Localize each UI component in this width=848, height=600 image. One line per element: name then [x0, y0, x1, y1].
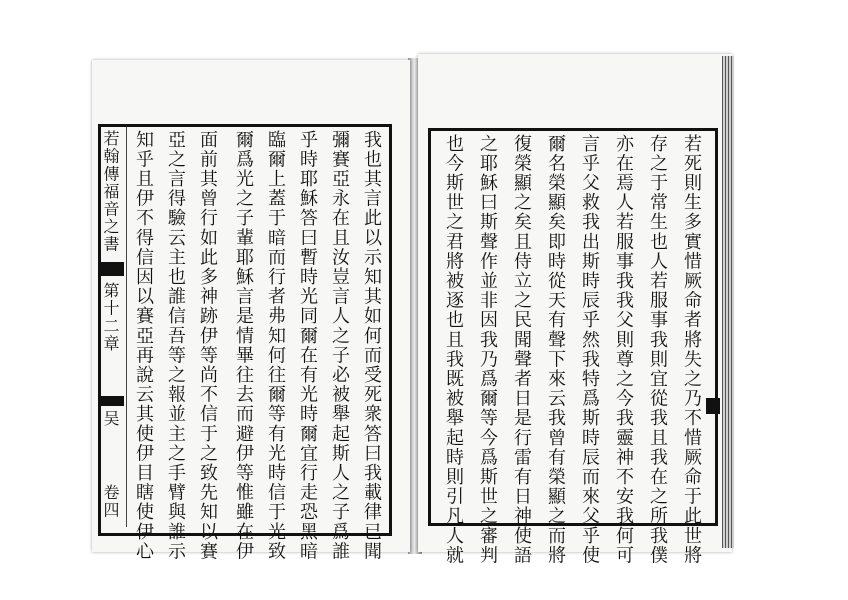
page-edges: [722, 56, 734, 548]
margin-header-title: 若翰傳福音之書: [101, 130, 120, 254]
right-text-column: 也今斯世之君將被逐也且我既被舉起時則引凡人就: [443, 134, 464, 566]
right-text-column: 若死則生多實惜厥命者將失之乃不惜厥命于此世將: [681, 134, 702, 566]
column-rule: [126, 127, 127, 527]
left-text-column: 面前其曾行如此多神跡伊等尚不信于之致先知以賽: [197, 130, 218, 562]
left-text-column: 彌賽亞永在且汝豈言人之子必被舉起斯人之子爲誰: [329, 130, 350, 562]
right-text-column: 亦在焉人若服事我我父則尊之今我靈神不安我何可: [613, 134, 634, 566]
left-text-column: 知乎且伊不得信因以賽亞再說云其使伊目瞎使伊心: [133, 130, 154, 562]
right-text-column: 存之于常生也人若服事我則宜從我且我在之所我僕: [647, 134, 668, 566]
fold-mark-lower: [100, 396, 124, 406]
left-text-column: 乎時耶穌答曰暫時光同爾在有光時爾宜行走恐黑暗: [297, 130, 318, 562]
margin-header-chapter: 第十二章: [101, 282, 120, 353]
margin-header-leaf: 吴: [101, 410, 120, 428]
fold-mark-right: [706, 398, 720, 414]
left-text-column: 臨爾上蓋于暗而行者弗知何往爾等有光時信于光致: [265, 130, 286, 562]
right-text-frame: [428, 128, 718, 526]
right-text-column: 爾名榮顯矣即時從天有聲下來云我曾有榮顯之而將: [545, 134, 566, 566]
fold-mark: [100, 262, 124, 276]
left-text-column: 我也其言此以示知其如何而受死衆答曰我載律已聞: [361, 130, 382, 562]
right-text-column: 之耶穌曰斯聲作並非因我乃爲爾等今爲斯世之審判: [477, 134, 498, 566]
right-text-column: 復榮顯之矣且侍立之民聞聲者日是行雷有日神使語: [511, 134, 532, 566]
margin-header-volume: 卷四: [101, 484, 120, 520]
right-text-column: 言乎父救我出斯時辰乎然我特爲斯時辰而來父乎使: [579, 134, 600, 566]
left-text-column: 爾爲光之子輩耶穌言是情畢往去而避伊等惟雖在伊: [233, 130, 254, 562]
left-text-column: 亞之言得驗云主也誰信吾等之報並主之手臂與誰示: [165, 130, 186, 562]
